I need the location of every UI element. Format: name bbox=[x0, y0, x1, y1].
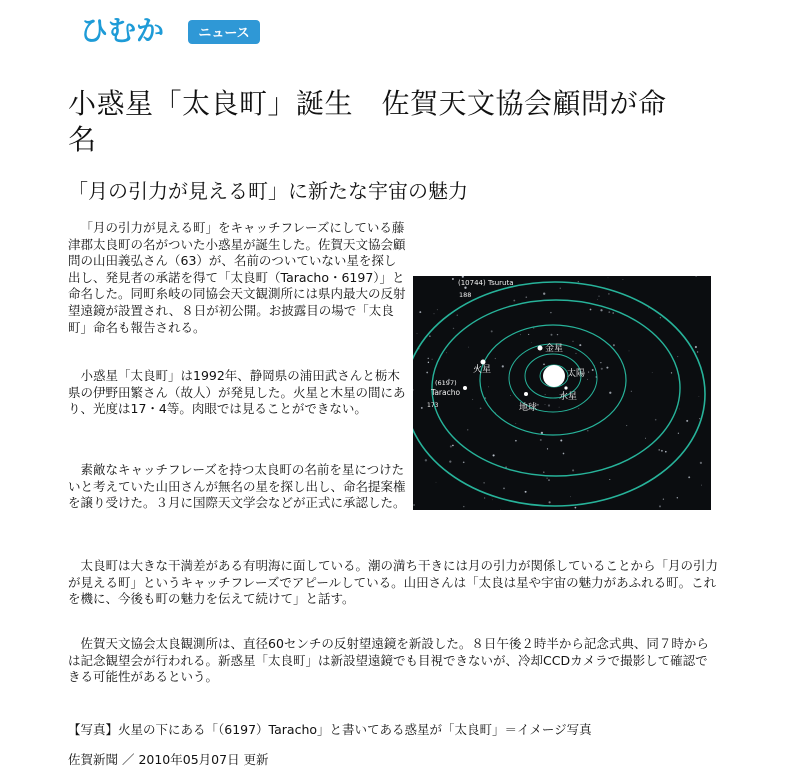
star bbox=[541, 432, 543, 434]
star bbox=[526, 296, 528, 298]
article-photo bbox=[413, 276, 711, 510]
star bbox=[488, 387, 489, 388]
star bbox=[428, 358, 429, 359]
star bbox=[608, 277, 609, 278]
star bbox=[472, 399, 473, 400]
star bbox=[413, 504, 415, 506]
logo-section-text: ニュース bbox=[198, 26, 250, 41]
star bbox=[699, 396, 700, 397]
star bbox=[550, 312, 551, 313]
star bbox=[436, 482, 437, 483]
star bbox=[468, 347, 469, 348]
star bbox=[493, 454, 495, 456]
earth-mark bbox=[524, 392, 528, 396]
star bbox=[425, 459, 427, 461]
star bbox=[588, 372, 589, 373]
mars-mark bbox=[481, 360, 486, 365]
star bbox=[543, 364, 545, 366]
star bbox=[677, 497, 678, 498]
star bbox=[600, 309, 602, 311]
star bbox=[663, 499, 664, 500]
star bbox=[483, 482, 484, 483]
star bbox=[578, 408, 579, 409]
label-188: 188 bbox=[459, 291, 472, 299]
star bbox=[520, 334, 521, 335]
label-sun: 太陽 bbox=[567, 369, 586, 379]
label-earth: 地球 bbox=[519, 403, 538, 413]
star bbox=[597, 299, 598, 300]
star bbox=[537, 404, 539, 406]
star bbox=[601, 368, 603, 370]
star bbox=[434, 313, 435, 314]
star bbox=[652, 372, 653, 373]
star bbox=[446, 352, 447, 353]
star bbox=[450, 445, 452, 447]
star bbox=[533, 328, 534, 329]
star bbox=[453, 328, 454, 329]
star bbox=[587, 430, 588, 431]
star bbox=[686, 420, 688, 422]
star bbox=[572, 341, 573, 342]
star bbox=[688, 476, 690, 478]
star bbox=[547, 448, 548, 449]
star bbox=[677, 356, 678, 357]
star bbox=[531, 342, 532, 343]
star bbox=[559, 407, 560, 408]
star bbox=[560, 288, 561, 289]
star bbox=[545, 394, 546, 395]
star bbox=[515, 440, 517, 442]
star bbox=[679, 409, 680, 410]
star bbox=[660, 317, 661, 318]
star bbox=[612, 312, 614, 314]
star bbox=[457, 315, 458, 316]
paragraph-1: 「月の引力が見える町」をキャッチフレーズにしている藤津郡太良町の名がついた小惑星が誕生した。佐賀天文協会顧問の山田義弘さん（63）が、名前のついていない星を探し出し、発見者の承諾を得て「太良町（Taracho・6197）」と命名した。同町糸岐の同協会天文観測所には県内最大の反射望遠鏡が設置され、８日が初公開。お披露目の場で「太良町」命名も報告される。 bbox=[68, 220, 406, 335]
star bbox=[515, 423, 516, 424]
taracho-mark bbox=[463, 386, 467, 390]
star bbox=[432, 359, 433, 360]
star bbox=[697, 351, 698, 352]
star bbox=[598, 296, 599, 297]
star bbox=[659, 505, 661, 507]
star bbox=[548, 404, 550, 406]
star bbox=[572, 469, 574, 471]
star bbox=[548, 479, 550, 481]
star bbox=[540, 439, 542, 441]
star bbox=[543, 293, 545, 295]
star bbox=[463, 461, 465, 463]
sun-mark bbox=[543, 365, 565, 387]
label-venus: 金星 bbox=[545, 344, 564, 354]
star bbox=[463, 506, 464, 507]
star bbox=[592, 369, 594, 371]
star bbox=[452, 278, 454, 280]
article-footer: 佐賀新聞 ／ 2010年05月07日 更新 bbox=[68, 752, 269, 767]
star bbox=[579, 344, 581, 346]
headline-line-1: 小惑星「太良町」誕生 佐賀天文協会顧問が命 bbox=[68, 87, 667, 120]
star bbox=[551, 334, 553, 336]
star bbox=[545, 404, 546, 405]
star bbox=[645, 438, 646, 439]
star bbox=[525, 491, 527, 493]
star bbox=[606, 367, 608, 369]
star bbox=[428, 362, 429, 363]
star bbox=[629, 351, 630, 352]
photo-caption: 【写真】火星の下にある「（6197）Taracho」と書いてある惑星が「太良町」＝イメージ写真 bbox=[68, 722, 592, 737]
star bbox=[503, 488, 505, 490]
paragraph-5: 佐賀天文協会太良観測所は、直径60センチの反射望遠鏡を新設した。８日午後２時半から記念式典、同７時からは記念観望会が行われる。新惑星「太良町」は新設望遠鏡でも目視できないが、冷却CCDカメラで撮影して確認できる可能性があるという。 bbox=[68, 636, 709, 685]
star bbox=[700, 462, 702, 464]
star bbox=[609, 392, 611, 394]
label-taracho: Taracho bbox=[431, 388, 461, 397]
logo-brand-text: ひむか bbox=[80, 14, 165, 47]
star bbox=[543, 471, 544, 472]
star bbox=[655, 419, 657, 421]
star bbox=[701, 485, 702, 486]
star bbox=[570, 496, 571, 497]
star bbox=[608, 293, 610, 295]
star bbox=[608, 311, 610, 313]
star bbox=[484, 497, 485, 498]
star bbox=[671, 372, 672, 373]
mercury-mark bbox=[564, 386, 567, 389]
star bbox=[661, 450, 663, 452]
site-logo[interactable] bbox=[80, 8, 280, 48]
star bbox=[449, 460, 451, 462]
star bbox=[631, 391, 632, 392]
star bbox=[502, 365, 504, 367]
star bbox=[560, 439, 562, 441]
paragraph-3: 素敵なキャッチフレーズを持つ太良町の名前を星につけたいと考えていた山田さんが無名の星を探し出し、命名提案権を譲り受けた。３月に国際天文学会などが正式に承認した。 bbox=[68, 462, 406, 511]
venus-mark bbox=[538, 346, 543, 351]
article-subhead: 「月の引力が見える町」に新たな宇宙の魅力 bbox=[68, 179, 468, 203]
star bbox=[452, 445, 454, 447]
star bbox=[495, 358, 496, 359]
star bbox=[622, 279, 623, 280]
star bbox=[575, 507, 577, 509]
star bbox=[658, 449, 660, 451]
star bbox=[510, 395, 511, 396]
star bbox=[417, 333, 418, 334]
star bbox=[613, 344, 615, 346]
star bbox=[421, 407, 423, 409]
star bbox=[480, 407, 482, 409]
star bbox=[699, 418, 700, 419]
star bbox=[546, 478, 547, 479]
star bbox=[609, 479, 610, 480]
star bbox=[648, 308, 649, 309]
label-mars: 火星 bbox=[473, 365, 492, 375]
star bbox=[513, 300, 515, 302]
star bbox=[695, 346, 697, 348]
star bbox=[419, 311, 421, 313]
star bbox=[437, 309, 438, 310]
star bbox=[491, 330, 493, 332]
star bbox=[600, 362, 601, 363]
headline-line-2: 名 bbox=[68, 123, 97, 156]
star bbox=[576, 353, 577, 354]
star bbox=[467, 429, 468, 430]
star bbox=[500, 509, 501, 510]
label-mercury: 水星 bbox=[559, 392, 578, 402]
star bbox=[492, 499, 493, 500]
star bbox=[665, 451, 667, 453]
star bbox=[678, 433, 679, 434]
label-taracho-num: (6197) bbox=[435, 379, 457, 387]
star bbox=[429, 335, 431, 337]
article-headline bbox=[68, 86, 728, 158]
himuka-logo-icon bbox=[80, 8, 280, 48]
star bbox=[426, 372, 428, 374]
star bbox=[626, 425, 627, 426]
label-tsuruta: (10744) Tsuruta bbox=[458, 279, 514, 287]
star bbox=[590, 309, 592, 311]
orbit-photo-image bbox=[413, 276, 711, 510]
star bbox=[528, 334, 529, 335]
paragraph-4: 太良町は大きな干満差がある有明海に面している。潮の満ち干きには月の引力が関係していることから「月の引力が見える町」というキャッチフレーズでアピールしている。山田さんは「太良は星や宇宙の魅力があふれる町。これを機に、今後も町の魅力を伝えて続けて」と話す。 bbox=[68, 558, 719, 607]
label-173: 173 bbox=[427, 402, 439, 409]
star bbox=[563, 453, 565, 455]
star bbox=[549, 501, 551, 503]
star bbox=[578, 281, 579, 282]
star bbox=[587, 379, 588, 380]
star bbox=[557, 334, 558, 335]
paragraph-2: 小惑星「太良町」は1992年、静岡県の浦田武さんと栃木県の伊野田繁さん（故人）が発見した。火星と木星の間にあり、光度は17・4等。肉眼では見ることができない。 bbox=[68, 368, 406, 417]
